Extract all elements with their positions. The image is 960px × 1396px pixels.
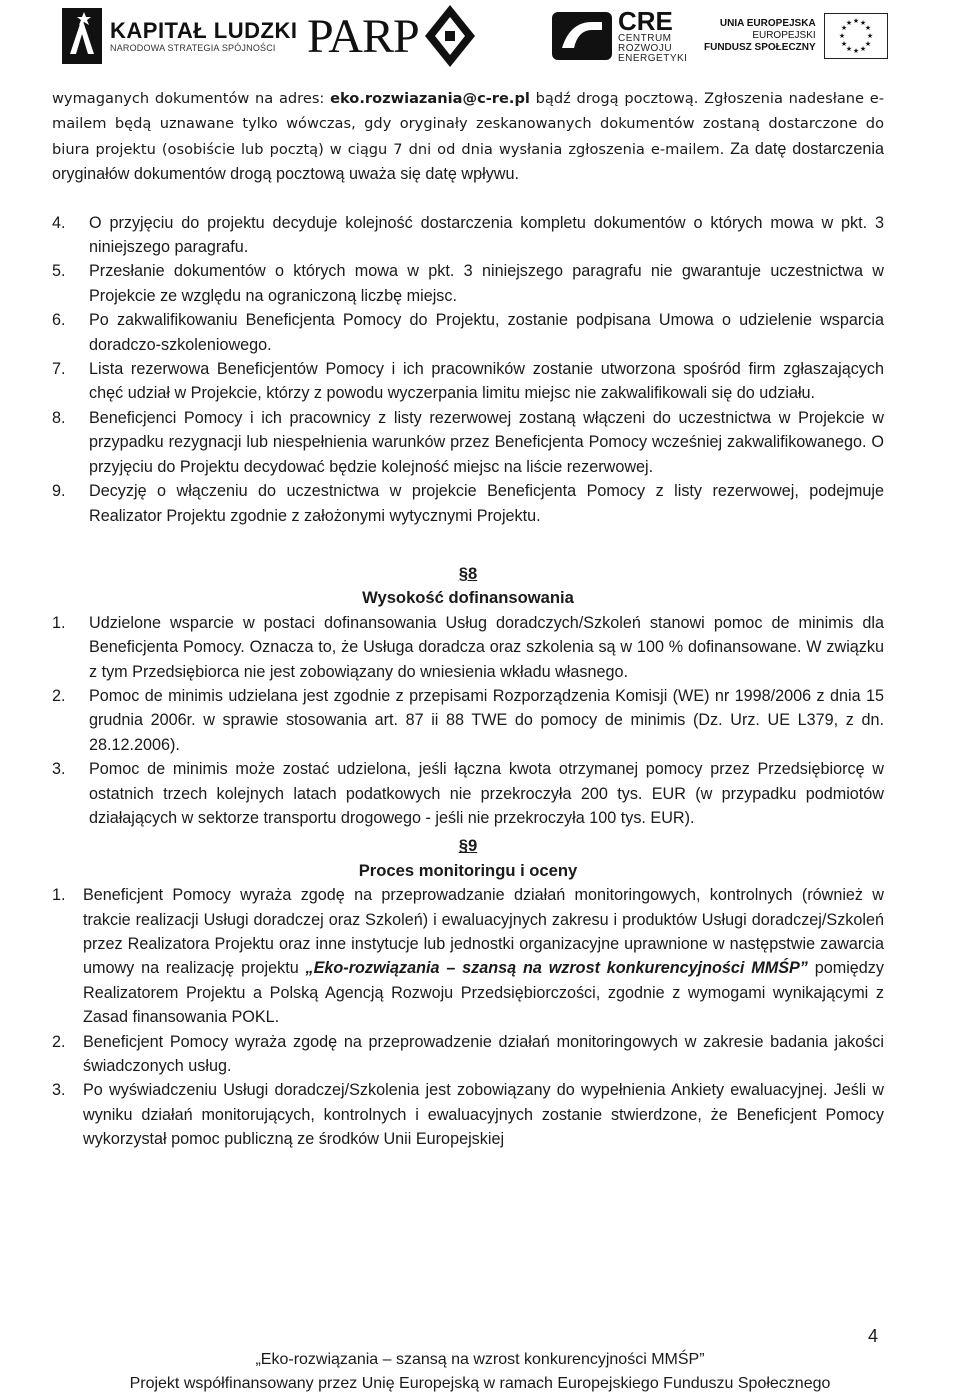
svg-text:★: ★ [859, 45, 866, 53]
parp-title: PARP [307, 9, 419, 63]
svg-text:★: ★ [866, 32, 873, 40]
list-item: 2. Pomoc de minimis udzielana jest zgodnie z przepisami Rozporządzenia Komisji (WE) nr 1998/2006 z dnia 15 grudnia 2006r. w sprawie stosowania art. 87 ii 88 TWE do pomocy de minimis (Dz. Urz. UE L379, z dn. 28.12.2006). [52, 686, 884, 754]
kapital-ludzki-title: KAPITAŁ LUDZKI [110, 18, 298, 43]
document-body [52, 86, 884, 1152]
section-8-title: Wysokość dofinansowania [362, 588, 574, 608]
kapital-ludzki-emblem-icon [62, 8, 102, 64]
intro-text-3: Za datę dostarczenia oryginałów dokumentów drogą pocztową uważa się datę wpływu. [52, 139, 885, 184]
list-item: 4. O przyjęciu do projektu decyduje kolejność dostarczenia kompletu dokumentów o których mowa w pkt. 3 niniejszego paragrafu. [52, 213, 884, 257]
list-item: 3. Pomoc de minimis może zostać udzielona, jeśli łączna kwota otrzymanej pomocy przez Przedsiębiorcę w ostatnich trzech kolejnych latach podatkowych nie przekroczyła 200 tys. EUR (w przypadku podmiotów działających w sektorze transportu drogowego - jeśli nie przekroczyła 100 tys. EUR). [52, 760, 884, 827]
svg-text:★: ★ [845, 45, 852, 53]
list-item: 8. Beneficjenci Pomocy i ich pracownicy z listy rezerwowej zostaną włączeni do uczestnictwa w Projekcie w przypadku rezygnacji lub niespełnienia warunków przez Beneficjenta Pomocy wcześniej zakwalifikowanego. O przyjęciu do Projektu decydować będzie kolejność miejsc na liście rezerwowej. [52, 408, 884, 476]
intro-text-1: wymaganych dokumentów na adres: [52, 90, 331, 107]
svg-text:★: ★ [859, 19, 866, 27]
project-name: „Eko-rozwiązania – szansą na wzrost konkurencyjności MMŚP” [305, 959, 808, 978]
cre-sub-3: ENERGETYKI [618, 53, 688, 64]
svg-text:★: ★ [845, 19, 852, 27]
parp-emblem-icon [423, 3, 477, 69]
intro-text-2: bądź drogą pocztową. Zgłoszenia nadesłane e-mailem będą uznawane tylko wówczas, gdy oryginały zeskanowanych dokumentów zostaną dostarczone do biura projektu (osobiście lub pocztą) w ciągu 7 dni od dnia wysłania zgłoszenia e-mailem. [52, 90, 884, 158]
ue-line-1: UNIA EUROPEJSKA [719, 18, 816, 29]
svg-text:★: ★ [864, 24, 871, 32]
svg-text:★: ★ [840, 24, 847, 32]
page-number: 4 [868, 1326, 879, 1346]
list-item: 2. Beneficjent Pomocy wyraża zgodę na przeprowadzenie działań monitoringowych w zakresie badania jakości świadczonych usług. [52, 1032, 884, 1076]
list-item: 6. Po zakwalifikowaniu Beneficjenta Pomocy do Projektu, zostanie podpisana Umowa o udzielenie wsparcia doradczo-szkoleniowego. [52, 311, 884, 354]
footer-funding-note: Projekt współfinansowany przez Unię Europejską w ramach Europejskiego Funduszu Społecznego [129, 1375, 831, 1392]
cre-emblem-icon [552, 8, 612, 64]
list-item: 5. Przesłanie dokumentów o których mowa w pkt. 3 niniejszego paragrafu nie gwarantuje uczestnictwa w Projekcie ze względu na ograniczoną liczbę miejsc. [52, 262, 884, 305]
footer-project-name: „Eko-rozwiązania – szansą na wzrost konkurencyjności MMŚP” [255, 1351, 705, 1368]
list-item: 3. Po wyświadczeniu Usługi doradczej/Szkolenia jest zobowiązany do wypełnienia Ankiety ewaluacyjnej. Jeśli w wyniku działań monitorujących, kontrolnych i ewaluacyjnych zostanie stwierdzone, że Beneficjent Pomocy wykorzystał pomoc publiczną ze środków Unii Europejskiej [52, 1081, 884, 1149]
ue-efs-logo [704, 2, 888, 70]
section-9-list [52, 883, 884, 1151]
contact-email[interactable]: eko.rozwiazania@c-re.pl [330, 90, 530, 107]
cre-sub-1: CENTRUM [618, 33, 672, 44]
page-footer [0, 1348, 960, 1396]
ue-line-2: EUROPEJSKI [752, 30, 816, 41]
svg-text:★: ★ [864, 40, 871, 48]
parp-logo [307, 2, 477, 70]
intro-paragraph [52, 86, 884, 187]
section-8-list [52, 611, 884, 831]
section-9-title: Proces monitoringu i oceny [358, 860, 578, 880]
cre-title: CRE [618, 6, 673, 36]
kapital-ludzki-subtitle: NARODOWA STRATEGIA SPÓJNOŚCI [110, 43, 276, 53]
ue-line-3: FUNDUSZ SPOŁECZNY [704, 42, 816, 53]
header-logos [0, 0, 960, 78]
list-section-7 [52, 211, 884, 528]
svg-text:★: ★ [852, 47, 859, 55]
svg-text:★: ★ [852, 17, 859, 25]
svg-text:★: ★ [840, 40, 847, 48]
eu-flag-icon [824, 13, 888, 59]
cre-logo [552, 2, 687, 70]
section-9-symbol: §9 [458, 836, 478, 856]
list-item: 1. Beneficjent Pomocy wyraża zgodę na przeprowadzanie działań monitoringowych, kontrolnych (również w trakcie realizacji Usługi doradczej oraz Szkoleń) i ewaluacyjnych zakresu i produktów Usługi doradczej/Szkoleń przez Realizatora Projektu oraz inne instytucje lub jednostki organizacyjne uprawnione w następstwie zawarcia umowy na realizację projektu „Eko-rozwiązania – szansą na wzrost konkurencyjności MMŚP” pomiędzy Realizatorem Projektu a Polską Agencją Rozwoju Przedsiębiorczości, zgodnie z wymogami wynikającymi z Zasad finansowania POKL. [52, 886, 884, 1027]
kapital-ludzki-logo [62, 2, 297, 70]
cre-sub-2: ROZWOJU [618, 43, 673, 54]
svg-text:★: ★ [838, 32, 845, 40]
section-8-symbol: §8 [458, 563, 478, 583]
list-item: 7. Lista rezerwowa Beneficjentów Pomocy i ich pracowników zostanie utworzona spośród firm zgłaszających chęć udział w Projekcie, którzy z powodu wyczerpania limitu miejsc nie zakwalifikowali się do udziału. [52, 360, 884, 403]
list-item: 1. Udzielone wsparcie w postaci dofinansowania Usług doradczych/Szkoleń stanowi pomoc de minimis dla Beneficjenta Pomocy. Oznacza to, że Usługa doradcza oraz szkolenia są w 100 % dofinansowane. W związku z tym Przedsiębiorca nie jest zobowiązany do wniesienia wkładu własnego. [52, 613, 884, 681]
list-item: 9. Decyzję o włączeniu do uczestnictwa w projekcie Beneficjenta Pomocy z listy rezerwowej, podejmuje Realizator Projektu zgodnie z założonymi wytycznymi Projektu. [52, 482, 884, 525]
